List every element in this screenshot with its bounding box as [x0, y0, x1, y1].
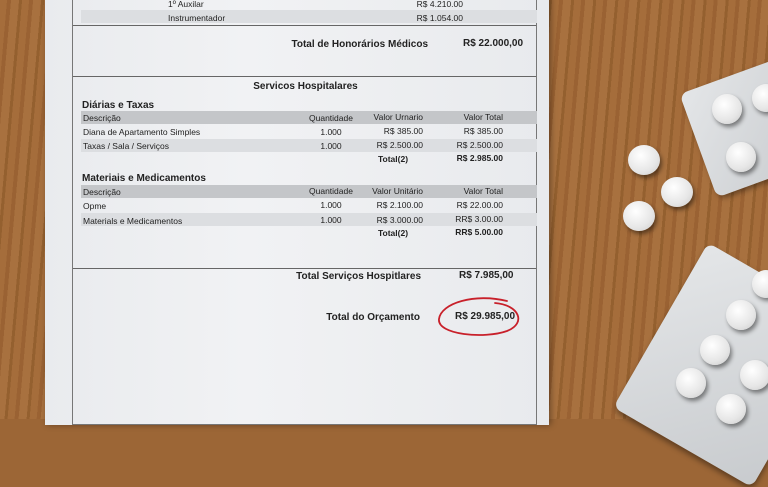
cell: 1.000: [320, 141, 342, 151]
column-header: Valor Unitário: [372, 186, 423, 196]
column-header: Quantidade: [309, 113, 353, 123]
cell: R$ 385.00: [383, 126, 423, 136]
cell: 1.000: [320, 127, 342, 137]
subtotal-label: Total(2): [377, 154, 409, 164]
pill: [712, 94, 742, 124]
pill: [661, 177, 693, 207]
cell: Opme: [83, 201, 107, 211]
pill: [740, 360, 768, 390]
total-budget-value: R$ 29.985,00: [455, 311, 516, 322]
pill: [726, 300, 756, 330]
column-header: Valor Total: [463, 186, 503, 196]
cell: R$ 3.000.00: [376, 215, 423, 225]
cell: R$ 2.500.00: [456, 140, 503, 150]
pill: [623, 201, 655, 231]
fee-value: R$ 1.054.00: [416, 13, 463, 23]
subtotal-label: Total(2): [377, 228, 409, 238]
pill: [726, 142, 756, 172]
section-title: Diárias e Taxas: [82, 100, 155, 111]
fee-label: Instrumentador: [168, 13, 226, 23]
pill: [716, 394, 746, 424]
column-header: Valor Total: [463, 112, 503, 122]
column-header: Quantidade: [309, 186, 353, 196]
cell: Diana de Apartamento Simples: [83, 127, 201, 137]
cell: 1.000: [320, 200, 342, 210]
column-header: Descrição: [83, 113, 121, 123]
total-fees-value: R$ 22.000,00: [463, 38, 524, 49]
divider: [73, 268, 536, 269]
column-header: Valor Urnario: [373, 112, 423, 122]
budget-document: [45, 0, 549, 425]
pill: [628, 145, 660, 175]
total-hospital-value: R$ 7.985,00: [459, 270, 514, 281]
section-title: Materiais e Medicamentos: [82, 173, 206, 184]
cell: Taxas / Sala / Serviços: [83, 141, 169, 151]
column-header: Descrição: [83, 187, 121, 197]
table-row: [81, 10, 537, 23]
cell: R$ 385.00: [463, 126, 503, 136]
cell: R$ 2.500.00: [376, 140, 423, 150]
total-fees-label: Total de Honorários Médicos: [291, 39, 428, 50]
cell: R$ 22.00.00: [456, 200, 503, 210]
fee-label: 1º Auxilar: [168, 0, 204, 9]
total-budget-label: Total do Orçamento: [326, 312, 420, 323]
pill: [700, 335, 730, 365]
cell: Materials e Medicamentos: [83, 216, 183, 226]
red-circle-annotation: [435, 295, 525, 340]
cell: R$ 2.100.00: [376, 200, 423, 210]
cell: 1.000: [320, 215, 342, 225]
total-hospital-label: Total Serviços Hospitlares: [296, 271, 421, 282]
subtotal-value: R$ 2.985.00: [456, 153, 503, 163]
document-frame: [72, 0, 537, 425]
subtotal-value: RR$ 5.00.00: [455, 227, 503, 237]
hospital-services-title: Servicos Hospitalares: [253, 81, 358, 92]
divider: [73, 76, 536, 77]
pill: [676, 368, 706, 398]
fee-value: R$ 4.210.00: [416, 0, 463, 9]
divider: [73, 25, 536, 26]
cell: RR$ 3.00.00: [455, 214, 503, 224]
